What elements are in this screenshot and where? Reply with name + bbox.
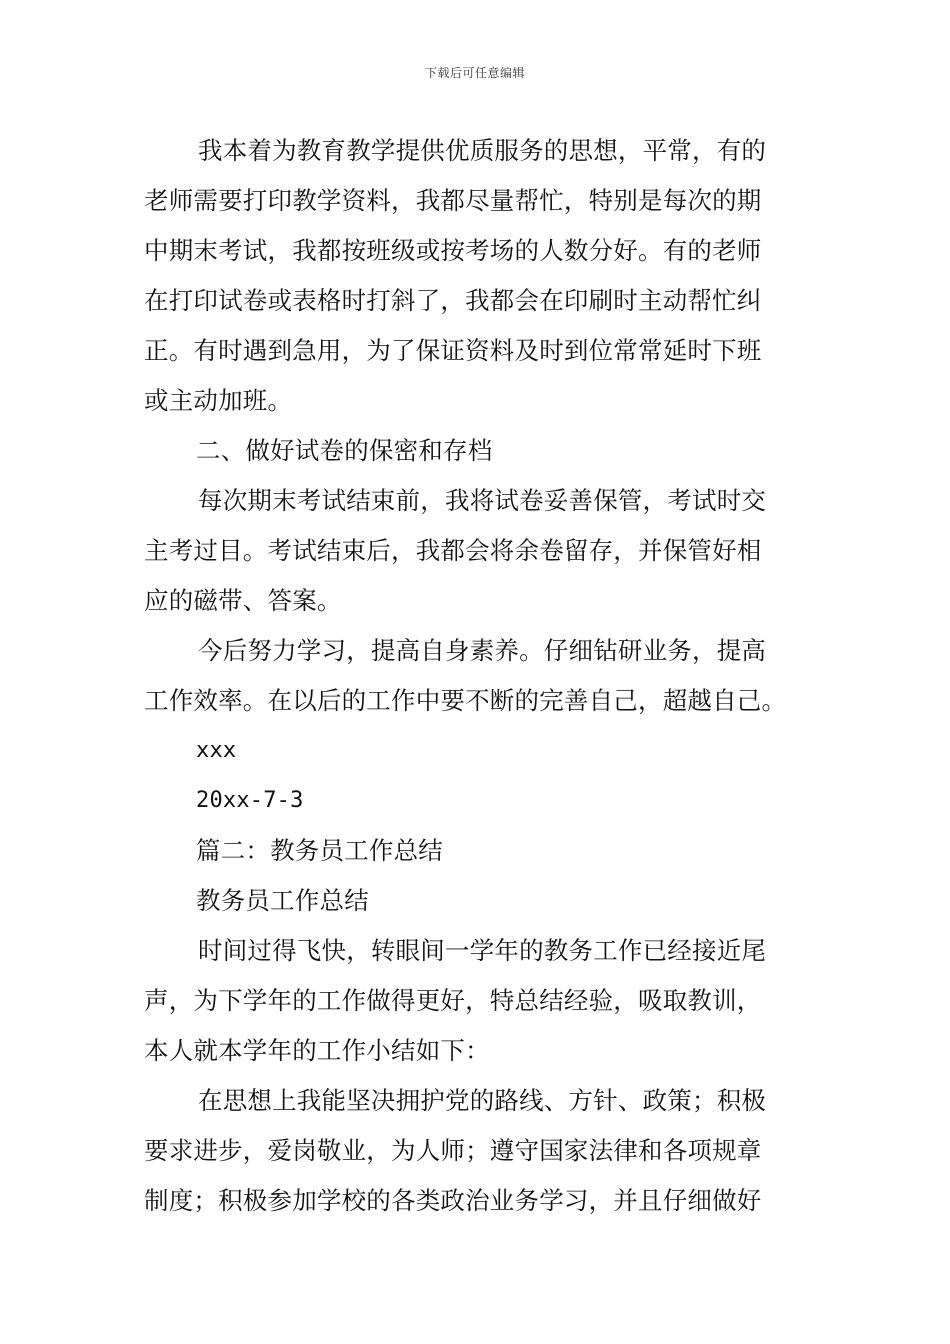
text-line: 应的磁带、答案。 [144, 586, 342, 615]
signature-date: 20xx-7-3 [196, 788, 304, 813]
text-line: 在打印试卷或表格时打斜了，我都会在印刷时主动帮忙纠 [144, 286, 762, 315]
document-body [144, 126, 809, 1226]
article-title: 教务员工作总结 [196, 886, 369, 915]
section-heading: 二、做好试卷的保密和存档 [196, 436, 493, 465]
page-header: 下载后可任意编辑 [424, 66, 525, 80]
signature-name: xxx [196, 738, 237, 763]
text-line: 正。有时遇到急用，为了保证资料及时到位常常延时下班 [144, 336, 762, 365]
text-line: 老师需要打印教学资料，我都尽量帮忙，特别是每次的期 [144, 186, 762, 215]
article-heading: 篇二：教务员工作总结 [196, 836, 443, 865]
text-line: 在思想上我能坚决拥护党的路线、方针、政策；积极 [198, 1086, 767, 1115]
text-line: 中期末考试，我都按班级或按考场的人数分好。有的老师 [144, 236, 762, 265]
text-line: 本人就本学年的工作小结如下： [144, 1036, 490, 1065]
text-line: 工作效率。在以后的工作中要不断的完善自己，超越自己。 [144, 686, 787, 715]
text-line: 时间过得飞快，转眼间一学年的教务工作已经接近尾 [198, 936, 767, 965]
text-line: 声，为下学年的工作做得更好，特总结经验，吸取教训， [144, 986, 762, 1015]
text-line: 今后努力学习，提高自身素养。仔细钻研业务，提高 [198, 636, 767, 665]
text-line: 我本着为教育教学提供优质服务的思想，平常，有的 [198, 136, 767, 165]
text-line: 或主动加班。 [144, 386, 293, 415]
text-line: 主考过目。考试结束后，我都会将余卷留存，并保管好相 [144, 536, 762, 565]
text-line: 要求进步，爱岗敬业，为人师；遵守国家法律和各项规章 [144, 1136, 762, 1165]
text-line: 制度；积极参加学校的各类政治业务学习，并且仔细做好 [144, 1186, 762, 1215]
text-line: 每次期末考试结束前，我将试卷妥善保管，考试时交 [198, 486, 767, 515]
